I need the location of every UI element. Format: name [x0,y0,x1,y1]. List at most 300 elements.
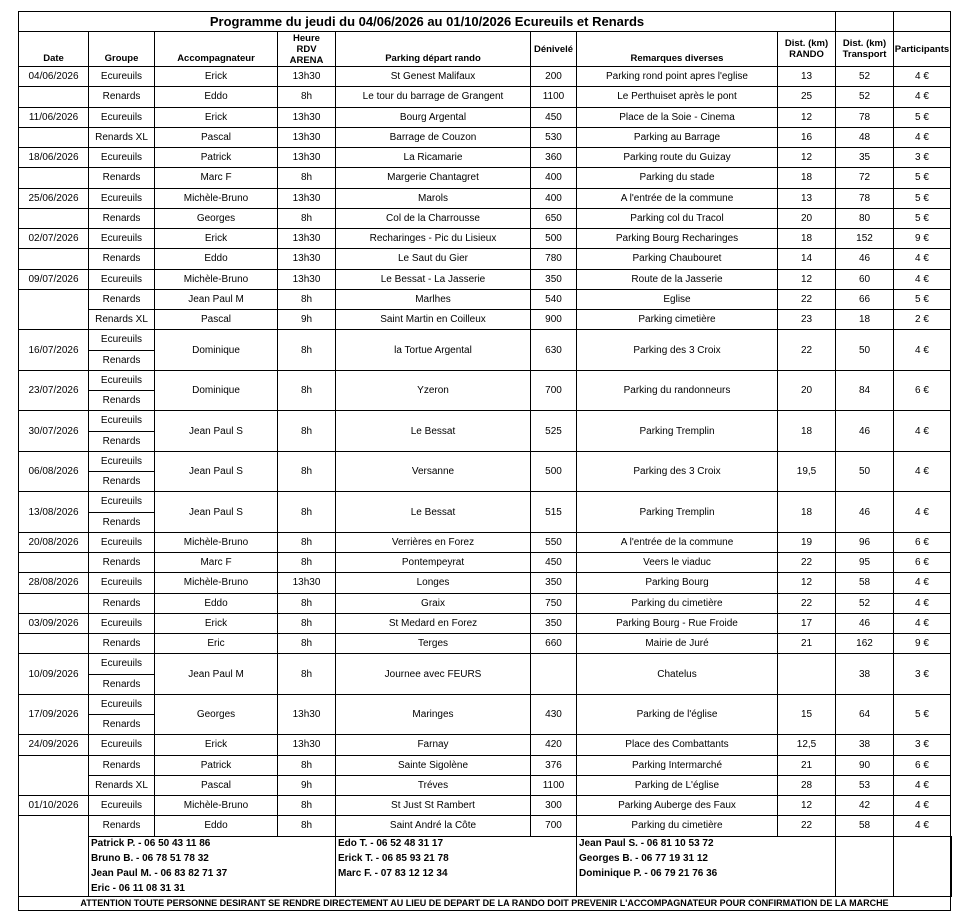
table-row [19,370,952,390]
remarques-cell: Parking col du Tracol [577,208,778,228]
date-cell: 06/08/2026 [19,451,89,492]
table-row [19,188,952,208]
date-cell [19,755,89,775]
contact-cell: Bruno B. - 06 78 51 78 32 [89,851,336,866]
remarques-cell: Parking des 3 Croix [577,330,778,371]
participants-cell: 6 € [894,755,951,775]
accompagnateur-cell: Patrick [155,148,278,168]
contact-spacer [836,836,894,851]
denivele-cell: 530 [531,127,577,147]
parking-cell: Barrage de Couzon [336,127,531,147]
parking-cell: Marlhes [336,289,531,309]
date-cell: 09/07/2026 [19,269,89,289]
groupe-cell: Renards [89,674,155,694]
table-row [19,67,952,87]
remarques-cell: Parking route du Guizay [577,148,778,168]
remarques-cell: Le Perthuiset après le pont [577,87,778,107]
date-cell: 23/07/2026 [19,370,89,411]
accompagnateur-cell: Georges [155,208,278,228]
dist-transport-cell: 64 [836,694,894,735]
contact-cell: Jean Paul S. - 06 81 10 53 72 [577,836,836,851]
header-participants: Participants [894,32,951,67]
heure-cell: 8h [278,593,336,613]
dist-transport-cell: 162 [836,634,894,654]
header-groupe: Groupe [89,32,155,67]
dist-rando-cell: 21 [778,634,836,654]
denivele-cell: 400 [531,168,577,188]
table-row [19,107,952,127]
dist-rando-cell: 20 [778,208,836,228]
date-cell: 18/06/2026 [19,148,89,168]
header-parking: Parking départ rando [336,32,531,67]
dist-rando-cell: 13 [778,188,836,208]
denivele-cell: 900 [531,310,577,330]
dist-transport-cell: 152 [836,229,894,249]
heure-cell: 8h [278,634,336,654]
remarques-cell: Parking au Barrage [577,127,778,147]
dist-transport-cell: 48 [836,127,894,147]
dist-transport-cell: 52 [836,67,894,87]
denivele-cell: 660 [531,634,577,654]
groupe-cell: Renards [89,755,155,775]
denivele-cell: 350 [531,269,577,289]
schedule-table [18,11,952,911]
groupe-cell: Renards [89,289,155,309]
remarques-cell: Mairie de Juré [577,634,778,654]
dist-transport-cell: 78 [836,107,894,127]
heure-cell: 13h30 [278,148,336,168]
remarques-cell: Chatelus [577,654,778,695]
dist-transport-cell: 66 [836,289,894,309]
remarques-cell: A l'entrée de la commune [577,188,778,208]
remarques-cell: Parking cimetière [577,310,778,330]
parking-cell: Sainte Sigolène [336,755,531,775]
groupe-cell: Ecureuils [89,67,155,87]
participants-cell: 4 € [894,269,951,289]
date-cell: 11/06/2026 [19,107,89,127]
table-row [19,694,952,714]
dist-transport-cell: 52 [836,87,894,107]
participants-cell: 4 € [894,593,951,613]
participants-cell: 4 € [894,87,951,107]
parking-cell: Saint André la Côte [336,816,531,836]
groupe-cell: Renards [89,249,155,269]
groupe-cell: Renards [89,634,155,654]
contact-cell [577,881,836,896]
dist-transport-cell: 46 [836,249,894,269]
groupe-cell: Ecureuils [89,694,155,714]
heure-cell: 8h [278,553,336,573]
accompagnateur-cell: Dominique [155,370,278,411]
dist-transport-cell: 78 [836,188,894,208]
denivele-cell: 500 [531,229,577,249]
page-title: Programme du jeudi du 04/06/2026 au 01/10/2026 Ecureuils et Renards [19,12,836,32]
date-cell: 25/06/2026 [19,188,89,208]
heure-cell: 13h30 [278,249,336,269]
participants-cell: 9 € [894,634,951,654]
accompagnateur-cell: Erick [155,613,278,633]
contact-cell: Marc F. - 07 83 12 12 34 [336,866,577,881]
header-denivele: Dénivelé [531,32,577,67]
dist-rando-cell: 14 [778,249,836,269]
parking-cell: Verrières en Forez [336,532,531,552]
contact-spacer [836,881,894,896]
contact-spacer [836,851,894,866]
denivele-cell: 780 [531,249,577,269]
remarques-cell: Parking de L'église [577,775,778,795]
parking-cell: Versanne [336,451,531,492]
heure-cell: 13h30 [278,735,336,755]
dist-transport-cell: 50 [836,330,894,371]
groupe-cell: Ecureuils [89,330,155,350]
table-row [19,613,952,633]
remarques-cell: Parking Tremplin [577,492,778,533]
dist-transport-cell: 42 [836,796,894,816]
dist-transport-cell: 38 [836,735,894,755]
date-cell [19,310,89,330]
accompagnateur-cell: Eddo [155,87,278,107]
contact-cell: Jean Paul M. - 06 83 82 71 37 [89,866,336,881]
groupe-cell: Renards [89,512,155,532]
heure-cell: 8h [278,755,336,775]
participants-cell: 3 € [894,654,951,695]
table-row [19,249,952,269]
dist-rando-cell: 20 [778,370,836,411]
table-row [19,269,952,289]
parking-cell: Recharinges - Pic du Lisieux [336,229,531,249]
dist-rando-cell: 12 [778,107,836,127]
heure-cell: 8h [278,654,336,695]
parking-cell: Pontempeyrat [336,553,531,573]
remarques-cell: Parking du cimetière [577,593,778,613]
heure-cell: 13h30 [278,107,336,127]
remarques-cell: Parking Bourg Recharinges [577,229,778,249]
date-cell: 20/08/2026 [19,532,89,552]
dist-rando-cell: 22 [778,593,836,613]
participants-cell: 4 € [894,613,951,633]
remarques-cell: Parking Bourg [577,573,778,593]
groupe-cell: Renards [89,350,155,370]
participants-cell: 4 € [894,775,951,795]
table-row [19,593,952,613]
header-dist-rando: Dist. (km) RANDO [778,32,836,67]
participants-cell: 4 € [894,451,951,492]
date-cell: 17/09/2026 [19,694,89,735]
participants-cell: 4 € [894,127,951,147]
dist-transport-cell: 18 [836,310,894,330]
groupe-cell: Renards [89,391,155,411]
groupe-cell: Renards [89,593,155,613]
dist-rando-cell: 28 [778,775,836,795]
table-row [19,634,952,654]
contact-spacer [894,851,951,866]
remarques-cell: Route de la Jasserie [577,269,778,289]
parking-cell: Longes [336,573,531,593]
groupe-cell: Ecureuils [89,735,155,755]
parking-cell: Marols [336,188,531,208]
heure-cell: 8h [278,796,336,816]
participants-cell: 6 € [894,532,951,552]
parking-cell: Yzeron [336,370,531,411]
accompagnateur-cell: Eric [155,634,278,654]
header-row [19,32,952,67]
date-cell [19,249,89,269]
heure-cell: 13h30 [278,67,336,87]
dist-transport-cell: 46 [836,411,894,452]
parking-cell: St Genest Malifaux [336,67,531,87]
dist-transport-cell: 46 [836,613,894,633]
parking-cell: Maringes [336,694,531,735]
date-cell: 24/09/2026 [19,735,89,755]
heure-cell: 13h30 [278,573,336,593]
groupe-cell: Renards [89,715,155,735]
header-accompagnateur: Accompagnateur [155,32,278,67]
warning-row [19,896,952,910]
groupe-cell: Renards [89,87,155,107]
dist-rando-cell: 21 [778,755,836,775]
groupe-cell: Ecureuils [89,796,155,816]
table-row [19,229,952,249]
remarques-cell: Parking Chaubouret [577,249,778,269]
dist-transport-cell: 58 [836,573,894,593]
dist-rando-cell: 12 [778,148,836,168]
dist-rando-cell: 19,5 [778,451,836,492]
contact-spacer [836,866,894,881]
table-row [19,411,952,431]
accompagnateur-cell: Jean Paul S [155,492,278,533]
heure-cell: 13h30 [278,269,336,289]
parking-cell: Terges [336,634,531,654]
heure-cell: 8h [278,370,336,411]
heure-cell: 13h30 [278,229,336,249]
accompagnateur-cell: Eddo [155,816,278,836]
parking-cell: Le Bessat [336,492,531,533]
date-cell: 02/07/2026 [19,229,89,249]
groupe-cell: Ecureuils [89,370,155,390]
accompagnateur-cell: Michèle-Bruno [155,532,278,552]
dist-transport-cell: 96 [836,532,894,552]
date-cell: 10/09/2026 [19,654,89,695]
table-row [19,208,952,228]
dist-rando-cell: 12 [778,269,836,289]
dist-rando-cell: 22 [778,553,836,573]
remarques-cell: A l'entrée de la commune [577,532,778,552]
dist-transport-cell: 60 [836,269,894,289]
contact-cell: Patrick P. - 06 50 43 11 86 [89,836,336,851]
dist-rando-cell: 12 [778,573,836,593]
remarques-cell: Parking rond point apres l'eglise [577,67,778,87]
date-cell: 13/08/2026 [19,492,89,533]
table-row [19,532,952,552]
heure-cell: 8h [278,532,336,552]
dist-transport-cell: 72 [836,168,894,188]
contact-cell: Edo T. - 06 52 48 31 17 [336,836,577,851]
denivele-cell: 500 [531,451,577,492]
remarques-cell: Place de la Soie - Cinema [577,107,778,127]
parking-cell: la Tortue Argental [336,330,531,371]
remarques-cell: Place des Combattants [577,735,778,755]
header-dist-transport: Dist. (km) Transport [836,32,894,67]
groupe-cell: Ecureuils [89,107,155,127]
denivele-cell: 1100 [531,87,577,107]
accompagnateur-cell: Jean Paul S [155,451,278,492]
table-row [19,775,952,795]
participants-cell: 5 € [894,208,951,228]
dist-rando-cell: 23 [778,310,836,330]
groupe-cell: Ecureuils [89,573,155,593]
dist-rando-cell: 25 [778,87,836,107]
heure-cell: 13h30 [278,127,336,147]
table-row [19,654,952,674]
date-cell: 28/08/2026 [19,573,89,593]
denivele-cell: 550 [531,532,577,552]
accompagnateur-cell: Pascal [155,775,278,795]
participants-cell: 5 € [894,188,951,208]
dist-rando-cell [778,654,836,695]
denivele-cell [531,654,577,695]
dist-rando-cell: 15 [778,694,836,735]
date-cell [19,553,89,573]
remarques-cell: Veers le viaduc [577,553,778,573]
date-cell [19,593,89,613]
dist-rando-cell: 18 [778,492,836,533]
table-row [19,755,952,775]
table-row [19,168,952,188]
remarques-cell: Eglise [577,289,778,309]
contact-row [19,881,952,896]
heure-cell: 8h [278,208,336,228]
accompagnateur-cell: Erick [155,735,278,755]
contact-row [19,866,952,881]
groupe-cell: Ecureuils [89,532,155,552]
parking-cell: La Ricamarie [336,148,531,168]
participants-cell: 3 € [894,148,951,168]
table-row [19,289,952,309]
participants-cell: 3 € [894,735,951,755]
participants-cell: 4 € [894,411,951,452]
remarques-cell: Parking Bourg - Rue Froide [577,613,778,633]
dist-rando-cell: 18 [778,168,836,188]
participants-cell: 4 € [894,816,951,836]
heure-cell: 13h30 [278,188,336,208]
groupe-cell: Renards [89,816,155,836]
header-remarques: Remarques diverses [577,32,778,67]
remarques-cell: Parking Intermarché [577,755,778,775]
contact-cell [336,881,577,896]
remarques-cell: Parking Auberge des Faux [577,796,778,816]
date-cell [19,87,89,107]
contact-spacer [951,866,952,881]
dist-transport-cell: 38 [836,654,894,695]
table-row [19,492,952,512]
heure-cell: 8h [278,411,336,452]
denivele-cell: 350 [531,613,577,633]
remarques-cell: Parking du stade [577,168,778,188]
groupe-cell: Renards [89,431,155,451]
header-date: Date [19,32,89,67]
accompagnateur-cell: Jean Paul M [155,654,278,695]
denivele-cell: 450 [531,107,577,127]
contact-row [19,836,952,851]
table-row [19,330,952,350]
date-cell: 04/06/2026 [19,67,89,87]
participants-cell: 4 € [894,330,951,371]
date-cell [19,127,89,147]
participants-cell: 4 € [894,249,951,269]
header-heure: Heure RDV ARENA [278,32,336,67]
parking-cell: Le Bessat [336,411,531,452]
heure-cell: 8h [278,492,336,533]
participants-cell: 5 € [894,694,951,735]
dist-rando-cell: 19 [778,532,836,552]
dist-rando-cell: 22 [778,816,836,836]
participants-cell: 9 € [894,229,951,249]
groupe-cell: Ecureuils [89,613,155,633]
dist-transport-cell: 90 [836,755,894,775]
remarques-cell: Parking du cimetière [577,816,778,836]
accompagnateur-cell: Georges [155,694,278,735]
participants-cell: 5 € [894,289,951,309]
schedule-sheet [18,11,952,911]
table-row [19,553,952,573]
accompagnateur-cell: Pascal [155,127,278,147]
date-cell: 30/07/2026 [19,411,89,452]
table-row [19,148,952,168]
parking-cell: Bourg Argental [336,107,531,127]
dist-rando-cell: 12,5 [778,735,836,755]
accompagnateur-cell: Michèle-Bruno [155,796,278,816]
groupe-cell: Ecureuils [89,188,155,208]
heure-cell: 9h [278,775,336,795]
dist-transport-cell: 52 [836,593,894,613]
participants-cell: 6 € [894,553,951,573]
contact-spacer [19,836,89,851]
warning-text: ATTENTION TOUTE PERSONNE DESIRANT SE RENDRE DIRECTEMENT AU LIEU DE DEPART DE LA RANDO DOIT PREVENIR L'ACCOMPAGNATEUR POUR CONFIRMATION DE LA MARCHE [19,896,951,910]
dist-rando-cell: 22 [778,330,836,371]
table-row [19,127,952,147]
denivele-cell: 200 [531,67,577,87]
parking-cell: Tréves [336,775,531,795]
title-blank-cell [836,12,894,32]
heure-cell: 13h30 [278,694,336,735]
parking-cell: Le Bessat - La Jasserie [336,269,531,289]
denivele-cell: 450 [531,553,577,573]
groupe-cell: Ecureuils [89,269,155,289]
contact-spacer [951,851,952,866]
date-cell: 16/07/2026 [19,330,89,371]
denivele-cell: 360 [531,148,577,168]
contact-cell: Eric - 06 11 08 31 31 [89,881,336,896]
remarques-cell: Parking du randonneurs [577,370,778,411]
heure-cell: 8h [278,451,336,492]
participants-cell: 4 € [894,67,951,87]
table-row [19,573,952,593]
table-row [19,310,952,330]
table-row [19,796,952,816]
accompagnateur-cell: Marc F [155,168,278,188]
denivele-cell: 430 [531,694,577,735]
denivele-cell: 700 [531,370,577,411]
remarques-cell: Parking Tremplin [577,411,778,452]
parking-cell: Graix [336,593,531,613]
denivele-cell: 376 [531,755,577,775]
participants-cell: 4 € [894,796,951,816]
accompagnateur-cell: Eddo [155,593,278,613]
parking-cell: Le tour du barrage de Grangent [336,87,531,107]
date-cell [19,168,89,188]
denivele-cell: 700 [531,816,577,836]
dist-transport-cell: 80 [836,208,894,228]
